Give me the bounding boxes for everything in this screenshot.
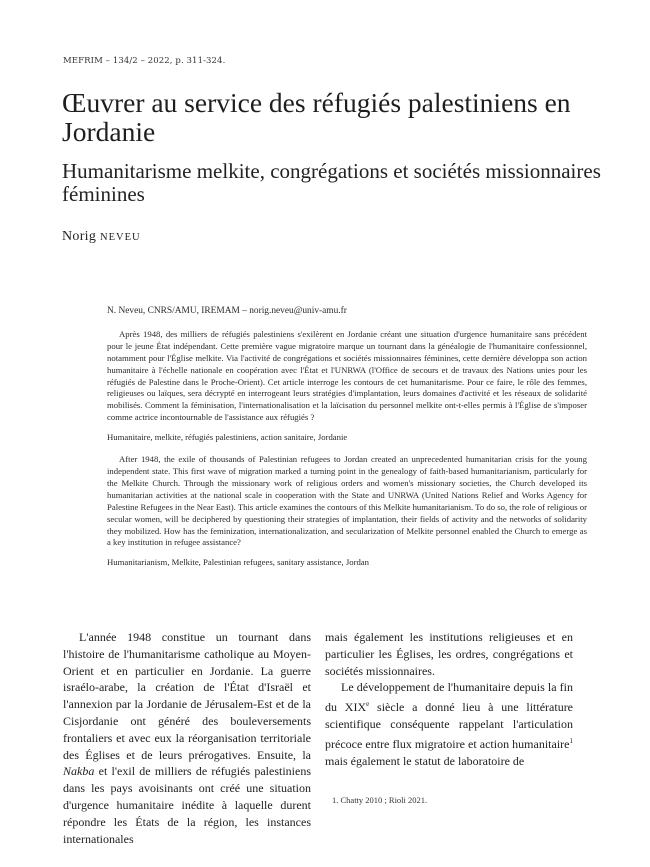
- abstracts-block: [107, 306, 587, 579]
- article-title: Œuvrer au service des réfugiés palestiniens en Jordanie: [62, 87, 571, 147]
- body-text: L'année 1948 constitue un tournant dans l'histoire de l'humanitarisme catholique au Moyen-Orient et en particulier en Jordanie. La guerre israélo-arabe, la création de l'État d'Israël et l'annexion par la Jordanie de Jérusalem-Est et de la Cisjordanie ont généré des bouleversements frontaliers et avec eux la réorganisation territoriale des Églises et de leurs prérogatives. Ensuite, la: [63, 630, 311, 762]
- author-first-name: Norig: [62, 229, 97, 244]
- body-column-left: [63, 629, 311, 847]
- body-text: et l'exil de milliers de réfugiés palestiniens dans les pays avoisinants ont créé une situation d'urgence humanitaire inédite à laquelle durent répondre les États de la région, les instances internationales: [63, 764, 311, 846]
- journal-reference: MEFRIM – 134/2 – 2022, p. 311-324.: [63, 56, 226, 66]
- keywords-english: Humanitarianism, Melkite, Palestinian refugees, sanitary assistance, Jordan: [107, 557, 369, 568]
- author-last-name: NEVEU: [99, 232, 141, 243]
- body-paragraph: mais également les institutions religieuses et en particulier les Églises, les ordres, congrégations et sociétés missionnaires.: [325, 630, 573, 678]
- author-name: [62, 229, 141, 245]
- body-text: siècle a donné lieu à une littérature scientifique conséquente rappelant l'articulation précoce entre flux migratoire et action humanitaire: [325, 700, 574, 751]
- footnote-reference[interactable]: 1: [569, 736, 573, 745]
- body-paragraph: [63, 629, 311, 847]
- body-paragraph: [325, 679, 573, 769]
- author-affiliation: N. Neveu, CNRS/AMU, IREMAM – norig.neveu@univ-amu.fr: [107, 306, 347, 316]
- abstract-english: After 1948, the exile of thousands of Palestinian refugees to Jordan created an unprecedented humanitarian crisis for the young independent state. This first wave of migration marked a turning point in the genealogy of faith-based humanitarianism, particularly for the Melkite Church. Through the missionary work of religious orders and women's missionary societies, the Church developed its humanitarian activities at the national scale in cooperation with the State and UNRWA (United Nations Relief and Works Agency for Palestine Refugees in the Near East). This article examines the contours of this Melkite humanitarianism. To do so, the role of religious or secular women, will be deciphered by questioning their strategies of implantation, their fields of activity and the networks of solidarity they mobilized. How has the feminization, internationalization, and secularization of Melkite personnel enabled the Church to emerge as a key institution in refugee assistance?: [107, 454, 587, 548]
- nakba-term: Nakba: [63, 764, 95, 779]
- footnote-1: 1. Chatty 2010 ; Rioli 2021.: [332, 795, 428, 805]
- body-text: Le développement de l'humanitaire depuis la fin du XIX: [325, 680, 573, 715]
- century-superscript: e: [366, 700, 370, 709]
- body-text: mais également le statut de laboratoire de: [325, 753, 525, 768]
- keywords-french: Humanitaire, melkite, réfugiés palestiniens, action sanitaire, Jordanie: [107, 432, 348, 443]
- abstract-french: Après 1948, des milliers de réfugiés palestiniens s'exilèrent en Jordanie créant une situation d'urgence humanitaire sans précédent pour le jeune État indépendant. Cette première vague migratoire marque un tournant dans la généalogie de l'humanitaire confessionnel, notamment pour l'Église melkite. Via l'activité de congrégations et sociétés missionnaires féminines, cette dernière développa son action humanitaire à l'échelle nationale en coopération avec l'État et l'UNRWA (l'Office de secours et de travaux des Nations unies pour les réfugiés de Palestine dans le Proche-Orient). Cet article interroge les contours de cet humanitarisme. Pour ce faire, le rôle des femmes, religieuses ou laïques, sera décrypté en interrogeant leurs stratégies d'implantation, leurs domaines d'activité et les réseaux de solidarité mobilisés. Comment la féminisation, l'internationalisation et la laïcisation du personnel melkite ont-t-elles permis à l'Église de s'imposer comme actrice incontournable de l'assistance aux réfugiés ?: [107, 328, 587, 423]
- body-column-right: [325, 629, 573, 769]
- article-subtitle: Humanitarisme melkite, congrégations et sociétés missionnaires féminines: [62, 159, 601, 206]
